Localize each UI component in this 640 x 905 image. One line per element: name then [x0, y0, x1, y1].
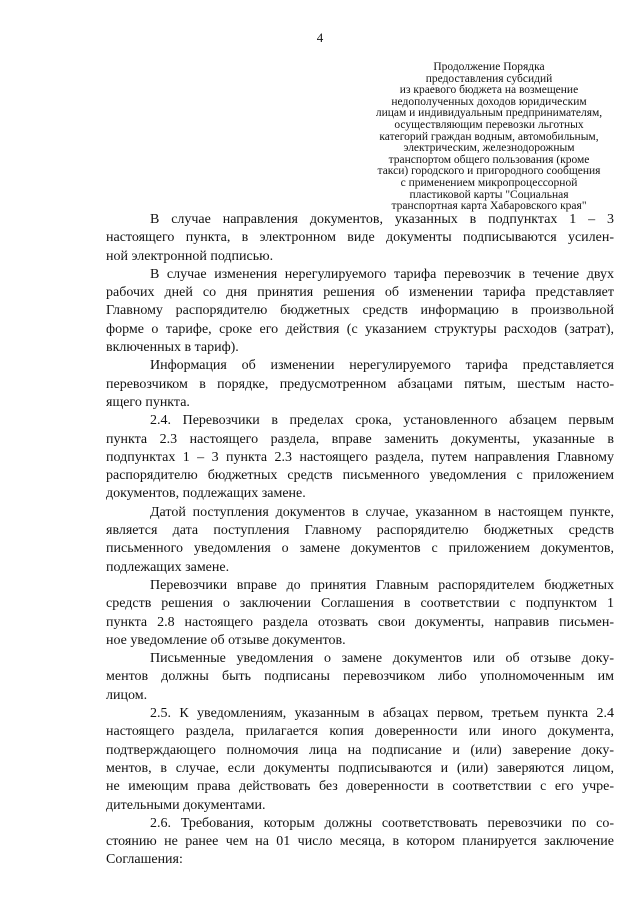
header-line: предоставления субсидий — [425, 72, 553, 85]
document-body — [106, 211, 614, 870]
paragraph-line: ное уведомление об отзыве документов. — [106, 632, 346, 648]
paragraph — [106, 650, 614, 705]
paragraph-line: 2.5. К уведомлениям, указанным в абзацах первом, третьем пункта 2.4 — [150, 706, 614, 722]
header-line: осуществляющим перевозки льготных — [394, 118, 584, 131]
paragraph — [106, 577, 614, 650]
paragraph-line: рабочих дней со дня принятия решения об изменении тарифа представляет — [106, 285, 614, 301]
paragraph — [106, 211, 614, 266]
paragraph — [106, 705, 614, 815]
paragraph-line: Главному распорядителю бюджетных средств информацию в произвольной — [106, 303, 614, 319]
paragraph-line: не имеющим права действовать без доверенности в соответствии с его учре- — [106, 779, 614, 795]
header-line: с применением микропроцессорной — [400, 176, 578, 189]
paragraph-line: настоящего пункта, в электронном виде документы подписываются усилен- — [106, 230, 614, 246]
header-line: транспортом общего пользования (кроме — [388, 153, 590, 166]
paragraph-line: настоящего раздела, прилагается копия доверенности или иного документа, — [106, 724, 614, 740]
header-line: из краевого бюджета на возмещение — [399, 84, 579, 97]
paragraph-line: лицом. — [106, 687, 148, 703]
paragraph-line: В случае изменения нерегулируемого тарифа перевозчик в течение двух — [150, 266, 614, 282]
paragraph-line: Письменные уведомления о замене документов или об отзыве доку- — [150, 651, 614, 667]
page-number: 4 — [316, 30, 324, 45]
paragraph-line: является дата поступления Главному распорядителю бюджетных средств — [106, 523, 614, 539]
document-header-continuation — [363, 62, 615, 213]
header-line: недополученных доходов юридическим — [391, 95, 587, 108]
paragraph-line: пункта 2.3 настоящего раздела, вправе заменить документы, указанные в — [106, 431, 614, 447]
paragraph-line: подтверждающего полномочия лица на подписание и (или) заверение доку- — [106, 742, 614, 758]
paragraph-line: средств решения о заключении Соглашения в соответствии с подпунктом 1 — [106, 596, 614, 612]
paragraph-line: форме о тарифе, сроке его действия (с указанием структуры расходов (затрат), — [106, 321, 614, 337]
header-line: такси) городского и пригородного сообщения — [377, 165, 601, 178]
paragraph-line: перевозчиком в порядке, предусмотренном абзацами пятым, шестым насто- — [106, 376, 614, 392]
header-line: электрическим, железнодорожным — [403, 142, 575, 155]
paragraph-line: ящего пункта. — [106, 394, 190, 410]
paragraph — [106, 412, 614, 503]
paragraph-line: ментов, в случае, если документы подписываются и (или) заверяются лицом, — [106, 760, 614, 776]
paragraph-line: пункта 2.8 настоящего раздела отозвать свои документы, направив письмен- — [106, 614, 614, 630]
paragraph-line: дительными документами. — [106, 797, 266, 813]
paragraph-line: Датой поступления документов в случае, указанном в настоящем пункте, — [150, 504, 614, 520]
paragraph — [106, 266, 614, 357]
paragraph-line: 2.4. Перевозчики в пределах срока, установленного абзацем первым — [150, 413, 614, 429]
paragraph-line: Информация об изменении нерегулируемого тарифа представляется — [150, 358, 614, 374]
paragraph-line: подлежащих замене. — [106, 559, 230, 575]
paragraph — [106, 815, 614, 870]
paragraph-line: Соглашения: — [106, 852, 183, 868]
paragraph-line: ной электронной подписью. — [106, 248, 274, 264]
paragraph — [106, 357, 614, 412]
paragraph-line: документов, подлежащих замене. — [106, 486, 306, 502]
header-line: лицам и индивидуальным предпринимателям, — [375, 107, 603, 120]
paragraph-line: письменного уведомления о замене документов с приложением документов, — [106, 541, 614, 557]
paragraph-line: 2.6. Требования, которым должны соответствовать перевозчики по со- — [150, 815, 614, 831]
paragraph — [106, 504, 614, 577]
header-line: Продолжение Порядка — [433, 61, 545, 73]
paragraph-line: подпунктах 1 – 3 пункта 2.3 настоящего раздела, путем направления Главному — [106, 449, 614, 465]
paragraph-line: включенных в тариф). — [106, 340, 239, 356]
paragraph-line: В случае направления документов, указанных в подпунктах 1 – 3 — [150, 212, 614, 227]
paragraph-line: стоянию не ранее чем на 01 число месяца, в котором планируется заключение — [106, 834, 614, 850]
header-line: транспортная карта Хабаровского края" — [391, 200, 587, 213]
paragraph-line: Перевозчики вправе до принятия Главным распорядителем бюджетных — [150, 577, 614, 593]
header-line: пластиковой карты "Социальная — [409, 188, 569, 201]
paragraph-line: распорядителю бюджетных средств письменного уведомления с приложением — [106, 468, 614, 484]
paragraph-line: ментов должны быть подписаны перевозчиком либо уполномоченным им — [106, 669, 614, 685]
header-line: категорий граждан водным, автомобильным, — [379, 130, 599, 143]
